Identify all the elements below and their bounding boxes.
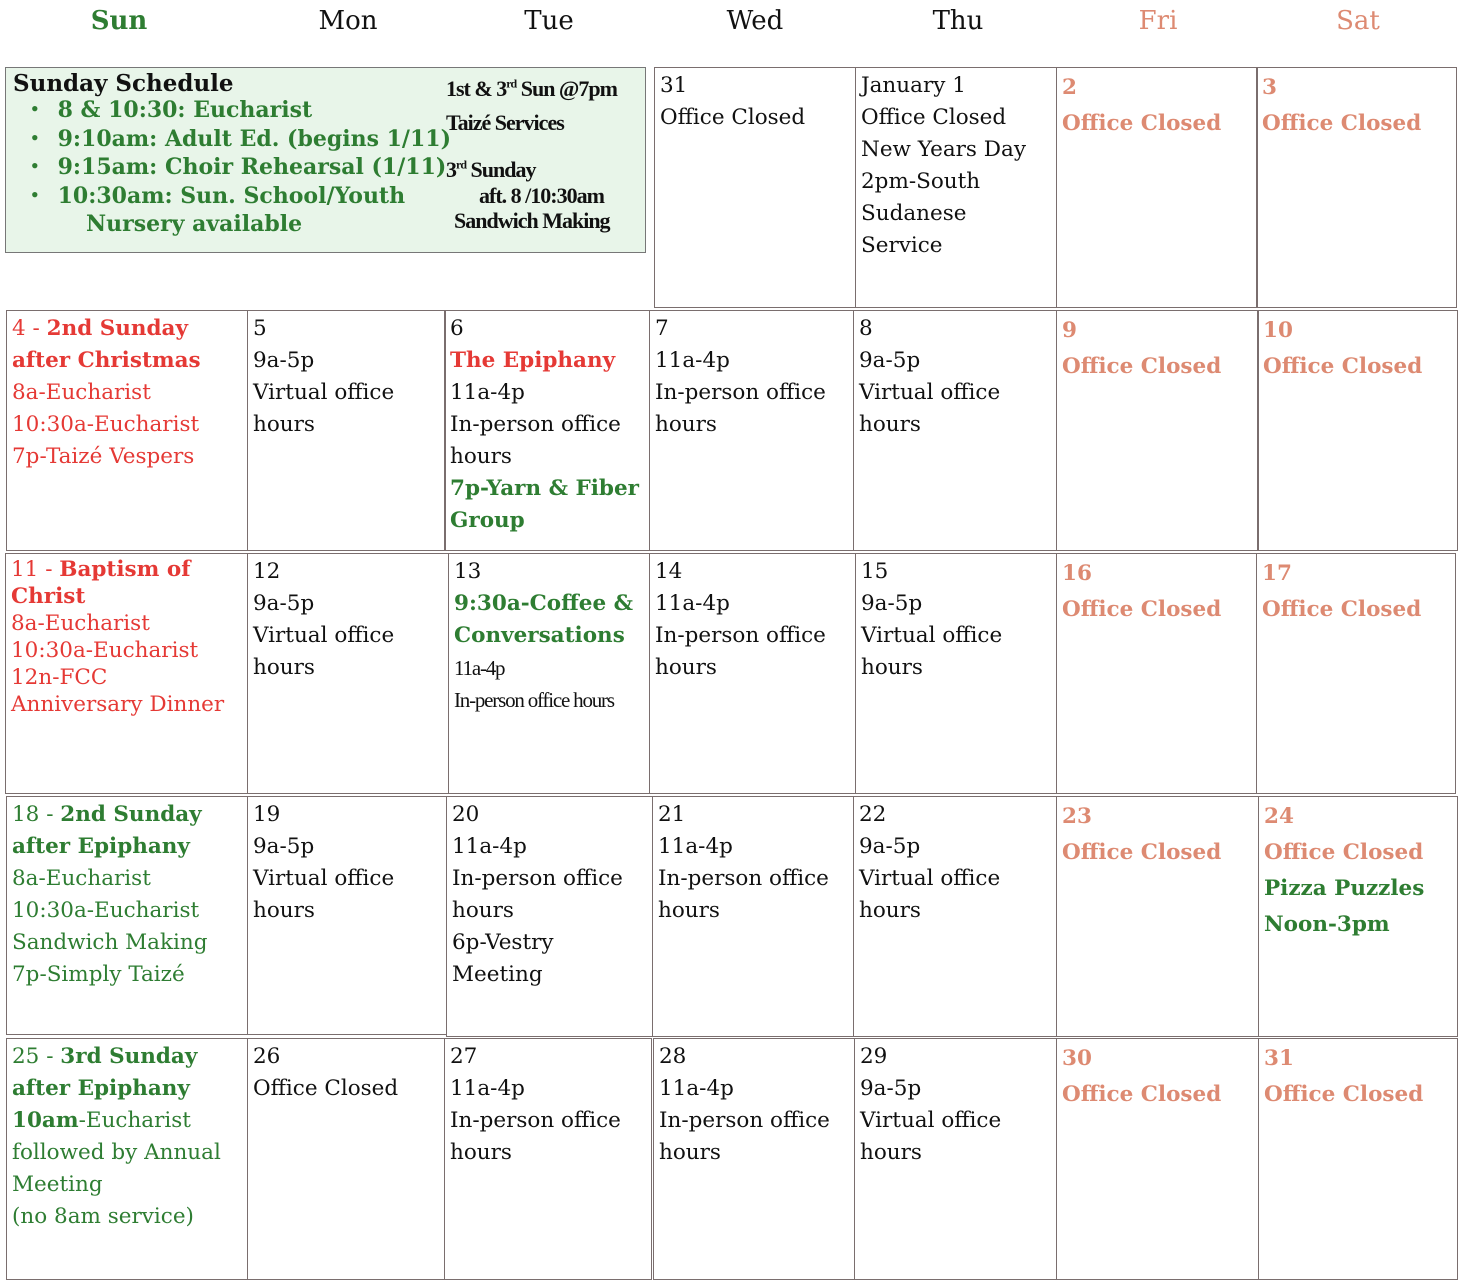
cell-text: 4 - [12, 316, 47, 341]
schedule-title: Sunday Schedule [13, 70, 234, 97]
cell-text: 9 [1062, 318, 1077, 343]
cell-text: 11a-4p [450, 380, 525, 405]
cell-text: 7p-Yarn & Fiber Group [450, 476, 639, 533]
cell-text: 9a-5p [253, 348, 315, 373]
cell-text: Office Closed [660, 105, 806, 130]
cell-text: 22 [859, 802, 887, 827]
cell-text: 11a-4p [452, 834, 527, 859]
cell-text: 7p-Simply Taizé [12, 962, 185, 987]
cell-text: 6p-Vestry [452, 930, 554, 955]
day-cell-20[interactable] [446, 796, 653, 1037]
cell-text: 2nd Sunday after Epiphany [12, 802, 202, 859]
cell-text: 10:30am: Sun. School/Youth [57, 182, 406, 209]
day-cell-26[interactable] [247, 1038, 445, 1280]
day-cell-10[interactable] [1257, 310, 1458, 551]
cell-text: (no 8am service) [12, 1204, 194, 1229]
cell-text: hours [658, 898, 720, 923]
cell-text: Office Closed [1062, 1082, 1222, 1107]
day-cell-9[interactable] [1056, 310, 1259, 551]
cell-text: Sudanese Service [861, 201, 967, 258]
header-tue: Tue [524, 6, 574, 36]
day-cell-2[interactable] [1056, 67, 1258, 308]
cell-text: 6 [450, 316, 464, 341]
cell-text: 12n-FCC [11, 665, 108, 690]
cell-text: In-person office [655, 380, 826, 405]
day-cell-30[interactable] [1056, 1038, 1259, 1280]
cell-text: Office Closed [1062, 597, 1222, 622]
cell-text: Virtual office [253, 866, 395, 891]
cell-text: 9:10am: Adult Ed. (begins 1/11) [57, 125, 451, 152]
cell-text: 9:30a-Coffee & Conversations [454, 591, 634, 648]
cell-text: 8 & 10:30: Eucharist [57, 97, 313, 123]
cell-text: Sunday [466, 157, 536, 182]
cell-text: Virtual office [253, 623, 395, 648]
sandwich-note [446, 157, 535, 183]
cell-text: Office Closed [1062, 354, 1222, 379]
cell-text: Office Closed [1062, 840, 1222, 865]
cell-text: Meeting [452, 962, 543, 987]
day-cell-21[interactable] [652, 796, 854, 1037]
cell-text: 9a-5p [859, 834, 921, 859]
cell-text: hours [859, 412, 921, 437]
cell-text: 24 [1264, 804, 1294, 829]
cell-text: Baptism of Christ [11, 557, 191, 609]
cell-text: Office Closed [1263, 354, 1423, 379]
cell-text: In-person office [450, 412, 621, 437]
cell-text: Office Closed [861, 105, 1007, 130]
cell-text: Virtual office [859, 380, 1001, 405]
cell-text: 28 [659, 1044, 687, 1069]
day-cell-27[interactable] [444, 1038, 652, 1280]
cell-text: The Epiphany [450, 348, 616, 373]
header-fri: Fri [1138, 6, 1178, 36]
schedule-item [30, 154, 451, 183]
day-cell-dec31[interactable] [654, 67, 856, 308]
cell-text: 5 [253, 316, 267, 341]
day-cell-19[interactable] [247, 796, 447, 1035]
day-cell-5[interactable] [247, 310, 446, 551]
cell-text: Virtual office [861, 623, 1003, 648]
cell-text: Sun @7pm [516, 76, 617, 101]
cell-text: 7 [655, 316, 669, 341]
cell-text: hours [861, 655, 923, 680]
cell-text: Virtual office [253, 380, 395, 405]
schedule-list [30, 97, 451, 240]
cell-text: 19 [253, 802, 281, 827]
cell-text: 31 [660, 73, 688, 98]
cell-text: 13 [454, 559, 482, 584]
cell-text: Office Closed [1264, 840, 1424, 865]
day-cell-7[interactable] [649, 310, 854, 551]
cell-text: Office Closed [1062, 111, 1222, 136]
schedule-item [30, 126, 451, 155]
cell-text: In-person office [655, 623, 826, 648]
cell-text: Virtual office [859, 866, 1001, 891]
cell-text: -Eucharist [78, 1108, 191, 1133]
cell-text: rd [506, 76, 517, 91]
cell-text: 9:15am: Choir Rehearsal (1/11) [57, 154, 447, 180]
cell-text: In-person office [658, 866, 829, 891]
cell-text: 11 - [11, 557, 60, 582]
cell-text: In-person office [452, 866, 623, 891]
cell-text: hours [253, 655, 315, 680]
cell-text: 30 [1062, 1046, 1092, 1071]
day-cell-24[interactable] [1258, 796, 1458, 1037]
cell-text: 7p-Taizé Vespers [12, 444, 195, 469]
header-mon: Mon [318, 6, 378, 36]
cell-text: hours [860, 1140, 922, 1165]
cell-text: Office Closed [253, 1076, 399, 1101]
cell-text: 8 [859, 316, 873, 341]
cell-text: 11a-4p [658, 834, 733, 859]
cell-text: In-person office [450, 1108, 621, 1133]
cell-text: 3rd Sunday after Epiphany [12, 1044, 198, 1101]
cell-text: 11a-4p [454, 656, 505, 680]
cell-text: 2pm-South [861, 169, 981, 194]
day-cell-28[interactable] [653, 1038, 855, 1280]
cell-text: 11a-4p [655, 348, 730, 373]
day-cell-16[interactable] [1056, 553, 1257, 794]
day-cell-13[interactable] [448, 553, 650, 794]
cell-text: 8a-Eucharist [12, 380, 151, 405]
cell-text: 11a-4p [450, 1076, 525, 1101]
cell-text: 2 [1062, 75, 1077, 100]
cell-text: Meeting [12, 1172, 103, 1197]
cell-text: In-person office hours [454, 688, 614, 712]
cell-text: 10am [12, 1108, 79, 1133]
cell-text: 16 [1062, 561, 1092, 586]
cell-text: 11a-4p [655, 591, 730, 616]
day-cell-29[interactable] [854, 1038, 1057, 1280]
header-sat: Sat [1336, 6, 1380, 36]
cell-text: 27 [450, 1044, 478, 1069]
day-cell-6[interactable] [444, 310, 650, 551]
cell-text: hours [450, 444, 512, 469]
cell-text: Noon-3pm [1264, 912, 1390, 937]
cell-text: Virtual office [860, 1108, 1002, 1133]
cell-text: 29 [860, 1044, 888, 1069]
day-cell-15[interactable] [855, 553, 1057, 794]
cell-text: 17 [1262, 561, 1292, 586]
day-cell-14[interactable] [649, 553, 856, 794]
day-cell-18[interactable] [6, 796, 248, 1035]
day-cell-25[interactable] [6, 1038, 248, 1280]
cell-text: rd [456, 157, 466, 172]
cell-text: 12 [253, 559, 281, 584]
day-cell-23[interactable] [1056, 796, 1259, 1037]
cell-text: 21 [658, 802, 686, 827]
cell-text: 9a-5p [861, 591, 923, 616]
day-cell-11[interactable] [5, 553, 248, 794]
day-cell-12[interactable] [247, 553, 449, 794]
cell-text: 23 [1062, 804, 1092, 829]
cell-text: Sandwich Making [12, 930, 208, 955]
taize-note [446, 76, 617, 102]
cell-text: Anniversary Dinner [11, 692, 225, 717]
sandwich-note-line3: Sandwich Making [454, 208, 610, 233]
cell-text: 9a-5p [859, 348, 921, 373]
cell-text: followed by Annual [12, 1140, 221, 1165]
schedule-item [30, 97, 451, 126]
cell-text: 10:30a-Eucharist [12, 898, 200, 923]
cell-text: 9a-5p [253, 591, 315, 616]
sandwich-note-line2: aft. 8 /10:30am [479, 183, 604, 208]
cell-text: hours [253, 412, 315, 437]
day-cell-3[interactable] [1256, 67, 1457, 308]
header-sun: Sun [90, 6, 148, 36]
day-cell-22[interactable] [853, 796, 1057, 1037]
schedule-item [30, 183, 451, 212]
cell-text: hours [655, 412, 717, 437]
cell-text: hours [659, 1140, 721, 1165]
cell-text: Pizza Puzzles [1264, 876, 1425, 901]
cell-text: 8a-Eucharist [11, 611, 150, 636]
cell-text: Office Closed [1262, 597, 1422, 622]
cell-text: Office Closed [1262, 111, 1422, 136]
cell-text: 26 [253, 1044, 281, 1069]
cell-text: Nursery available [86, 211, 303, 237]
cell-text: hours [452, 898, 514, 923]
cell-text: hours [655, 655, 717, 680]
cell-text: 3 [1262, 75, 1277, 100]
header-thu: Thu [932, 6, 984, 36]
day-cell-17[interactable] [1256, 553, 1456, 794]
cell-text: 11a-4p [659, 1076, 734, 1101]
cell-text: 14 [655, 559, 683, 584]
cell-text: 31 [1264, 1046, 1294, 1071]
cell-text: 8a-Eucharist [12, 866, 151, 891]
cell-text: hours [859, 898, 921, 923]
cell-text: 1st & 3 [446, 76, 507, 101]
cell-text: New Years Day [861, 137, 1026, 162]
day-cell-jan1[interactable] [855, 67, 1057, 308]
cell-text: 15 [861, 559, 889, 584]
day-cell-31[interactable] [1258, 1038, 1458, 1280]
cell-text: 2nd Sunday after Christmas [12, 316, 201, 373]
cell-text: January 1 [861, 73, 966, 98]
cell-text: 9a-5p [860, 1076, 922, 1101]
cell-text: hours [450, 1140, 512, 1165]
cell-text: 3 [446, 157, 456, 182]
cell-text: 20 [452, 802, 480, 827]
cell-text: hours [253, 898, 315, 923]
cell-text: 10 [1263, 318, 1293, 343]
taize-note-line2: Taizé Services [446, 110, 564, 135]
cell-text: In-person office [659, 1108, 830, 1133]
cell-text: 10:30a-Eucharist [11, 638, 199, 663]
cell-text: 9a-5p [253, 834, 315, 859]
cell-text: 18 - [12, 802, 61, 827]
cell-text: 10:30a-Eucharist [12, 412, 200, 437]
day-cell-4[interactable] [6, 310, 248, 551]
day-cell-8[interactable] [853, 310, 1057, 551]
header-wed: Wed [726, 6, 784, 36]
sunday-schedule-box [5, 67, 646, 253]
cell-text: 25 - [12, 1044, 61, 1069]
cell-text: Office Closed [1264, 1082, 1424, 1107]
schedule-item [30, 211, 451, 240]
